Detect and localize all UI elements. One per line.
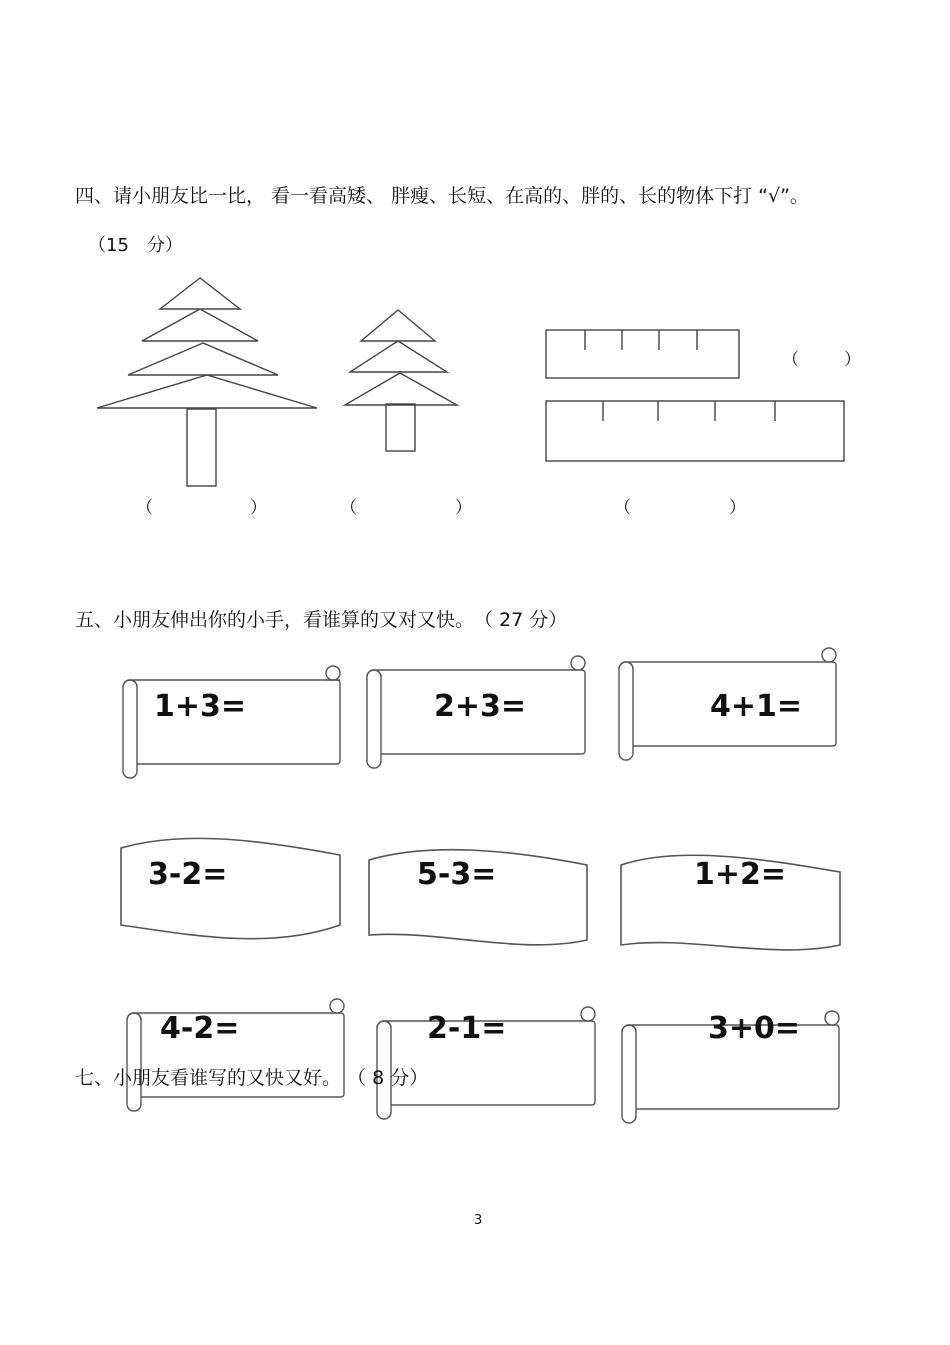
math-problem-7: 4-2=: [160, 1011, 240, 1046]
math-problem-4: 3-2=: [148, 857, 228, 892]
short-ruler-icon: [546, 330, 739, 378]
math-problem-3: 4+1=: [710, 689, 803, 724]
small-tree-icon: [345, 310, 457, 451]
answer-blank-ruler-close: ）: [844, 350, 861, 370]
answer-blank-ruler-open: （: [782, 350, 799, 370]
page-number: 3: [474, 1213, 483, 1228]
section4-title: 四、请小朋友比一比， 看一看高矮、 胖瘦、长短、在高的、胖的、长的物体下打 “√”。: [75, 185, 809, 207]
math-problem-1: 1+3=: [154, 689, 247, 724]
math-problem-8: 2-1=: [427, 1011, 507, 1046]
section5-title: 五、小朋友伸出你的小手，看谁算的又对又快。 （ 27 分）: [75, 609, 568, 631]
math-problem-5: 5-3=: [417, 857, 497, 892]
long-ruler-icon: [546, 401, 844, 461]
answer-blank-longruler-open: （: [614, 498, 631, 518]
answer-blank-longruler-close: ）: [729, 498, 746, 518]
answer-blank-smalltree-open: （: [340, 498, 357, 518]
math-problem-2: 2+3=: [434, 689, 527, 724]
big-tree-icon: [97, 278, 317, 486]
answer-blank-bigtree-close: ）: [250, 498, 267, 518]
math-problem-6: 1+2=: [694, 857, 787, 892]
answer-blank-smalltree-close: ）: [455, 498, 472, 518]
section7-title: 七、小朋友看谁写的又快又好。 （ 8 分）: [75, 1067, 429, 1089]
math-problem-9: 3+0=: [708, 1011, 801, 1046]
answer-blank-bigtree-open: （: [136, 498, 153, 518]
section4-score: （15 分）: [88, 235, 183, 256]
